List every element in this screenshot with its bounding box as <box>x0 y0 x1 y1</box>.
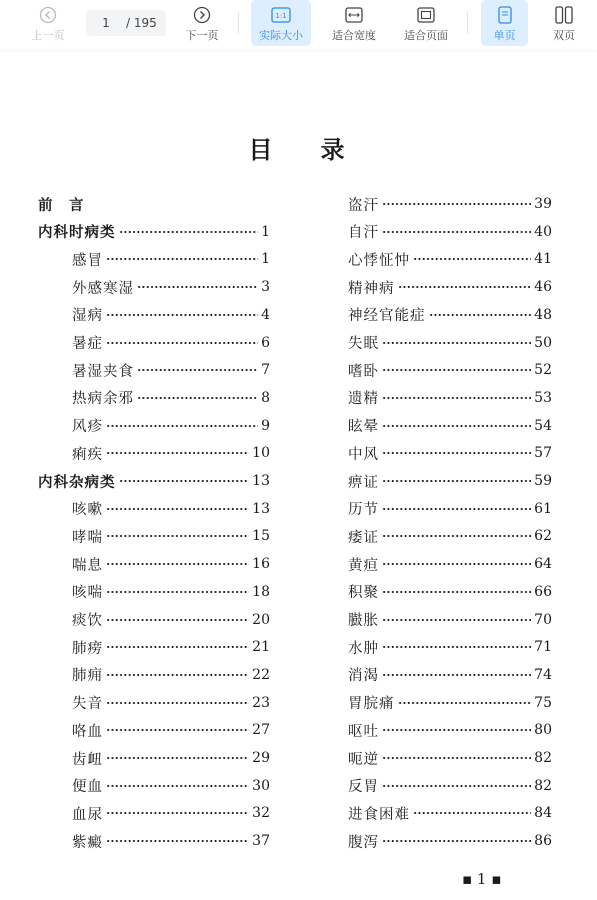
toc-entry-page: 16 <box>252 556 270 573</box>
toc-entry-page: 20 <box>252 611 270 628</box>
toc-leader-dots <box>106 508 249 510</box>
toc-entry-title: 外感寒湿 <box>72 280 134 297</box>
toolbar-divider <box>238 12 239 34</box>
toc-entry[interactable] <box>72 831 270 851</box>
toc-entry-page: 71 <box>534 639 552 656</box>
toc-entry-title: 肺痈 <box>72 668 103 685</box>
toc-entry-title: 便血 <box>72 779 103 796</box>
toc-entry-page: 23 <box>252 694 270 711</box>
toc-leader-dots <box>106 812 249 814</box>
toc-entry[interactable] <box>348 637 552 657</box>
toc-leader-dots <box>382 674 531 676</box>
toc-entry-title: 咳喘 <box>72 585 103 602</box>
toc-entry-page: 82 <box>534 777 552 794</box>
toc-entry-title: 反胃 <box>348 779 379 796</box>
fit-page-button[interactable] <box>396 0 456 46</box>
toc-entry-title: 痢疾 <box>72 446 103 463</box>
toc-entry-page: 82 <box>534 750 552 766</box>
toc-entry-page: 53 <box>534 389 552 406</box>
toc-leader-dots <box>119 231 259 233</box>
fit-width-label: 适合宽度 <box>332 29 376 42</box>
toc-entry[interactable] <box>72 665 270 685</box>
toc-entry-page: 21 <box>252 639 270 656</box>
toc-entry-page: 39 <box>534 196 552 212</box>
toc-leader-dots <box>106 258 258 260</box>
toc-entry-title: 水肿 <box>348 640 379 657</box>
toc-entry-title: 自汗 <box>348 225 379 242</box>
toc-entry-page: 75 <box>534 694 552 711</box>
toc-entry-page: 18 <box>252 583 270 600</box>
toc-entry[interactable] <box>72 720 270 740</box>
toc-leader-dots <box>106 535 249 537</box>
toc-entry-page: 6 <box>261 334 270 351</box>
toc-entry[interactable] <box>72 610 270 630</box>
next-page-button[interactable] <box>176 0 228 46</box>
toc-leader-dots <box>413 258 531 260</box>
toc-entry[interactable] <box>348 693 552 713</box>
toc-leader-dots <box>382 563 531 565</box>
toc-entry-title: 暑湿夹食 <box>72 363 134 380</box>
toc-entry-title: 胃脘痛 <box>348 696 395 713</box>
page-title: 目录 <box>248 135 393 164</box>
chevron-right-circle-icon <box>193 6 211 24</box>
toc-entry-title: 精神病 <box>348 280 395 297</box>
toc-leader-dots <box>137 286 258 288</box>
toc-entry-title: 失眠 <box>348 336 379 352</box>
page-footer-number: ▪ 1 ▪ <box>462 870 502 888</box>
toc-entry[interactable] <box>72 499 270 519</box>
toc-leader-dots <box>137 369 258 371</box>
toc-leader-dots <box>106 619 249 621</box>
toc-entry[interactable] <box>348 333 552 353</box>
toc-entry-title: 哮喘 <box>72 529 103 546</box>
toc-entry[interactable] <box>348 610 552 630</box>
toc-leader-dots <box>106 646 249 648</box>
toc-entry-page: 4 <box>261 306 270 323</box>
toc-leader-dots <box>429 314 532 316</box>
toc-leader-dots <box>119 480 250 482</box>
toc-entry[interactable] <box>72 637 270 657</box>
toc-leader-dots <box>382 619 531 621</box>
toolbar-divider-2 <box>467 12 468 34</box>
toc-entry[interactable] <box>72 803 270 823</box>
page-current-input[interactable]: 1 <box>102 16 110 30</box>
toc-entry[interactable] <box>348 831 552 851</box>
toc-entry-title: 暑症 <box>72 336 103 352</box>
toc-entry-title: 痰饮 <box>72 613 103 629</box>
toc-entry[interactable] <box>38 222 270 242</box>
toc-entry-title: 盗汗 <box>348 197 379 214</box>
toc-entry[interactable] <box>348 803 552 823</box>
toc-entry-page: 52 <box>534 362 552 379</box>
toc-entry-page: 37 <box>252 833 270 850</box>
toc-entry[interactable] <box>348 194 552 214</box>
toc-leader-dots <box>382 785 531 787</box>
toc-leader-dots <box>382 840 531 842</box>
actual-size-icon <box>271 6 291 24</box>
toc-leader-dots <box>382 397 531 399</box>
toc-entry[interactable] <box>38 471 270 491</box>
toc-entry-page: 64 <box>534 556 552 573</box>
toc-entry[interactable] <box>72 526 270 546</box>
fit-width-button[interactable] <box>324 0 384 46</box>
toc-entry[interactable] <box>72 249 270 269</box>
toc-leader-dots <box>106 314 258 316</box>
toc-leader-dots <box>398 702 532 704</box>
toc-entry-page: 27 <box>252 722 270 739</box>
toc-leader-dots <box>106 785 249 787</box>
fit-page-label: 适合页面 <box>404 29 448 42</box>
toc-entry-title: 痿证 <box>348 529 379 546</box>
single-page-button[interactable] <box>481 0 528 46</box>
toc-entry-title: 湿病 <box>72 308 103 325</box>
toc-entry[interactable] <box>72 582 270 602</box>
toc-entry-page: 1 <box>261 251 270 268</box>
toc-entry-page: 74 <box>534 666 552 683</box>
toc-entry-title: 咯血 <box>72 723 103 740</box>
toc-entry-page: 48 <box>534 306 552 323</box>
toc-entry[interactable] <box>72 333 270 353</box>
toc-entry-page: 13 <box>252 473 270 489</box>
toc-entry[interactable] <box>38 194 270 214</box>
toc-leader-dots <box>382 535 531 537</box>
double-page-label: 双页 <box>553 29 575 42</box>
toc-entry-title: 黄疸 <box>348 557 379 574</box>
toc-entry[interactable] <box>348 471 552 491</box>
chevron-left-circle-icon <box>39 6 57 24</box>
toc-leader-dots <box>137 397 258 399</box>
toc-entry-title: 腹泻 <box>348 834 379 851</box>
toc-entry[interactable] <box>72 305 270 325</box>
toc-entry-page: 86 <box>534 833 552 850</box>
toc-entry-title: 呕吐 <box>348 723 379 740</box>
toc-entry-title: 喘息 <box>72 557 103 574</box>
toc-leader-dots <box>382 231 531 233</box>
toc-entry[interactable] <box>72 776 270 796</box>
toc-leader-dots <box>106 702 249 704</box>
toc-leader-dots <box>382 452 531 454</box>
toc-entry[interactable] <box>72 416 270 436</box>
toc-leader-dots <box>106 840 249 842</box>
toc-entry-page: 40 <box>534 223 552 240</box>
toc-entry-page: 84 <box>534 805 552 822</box>
toc-entry-title: 风疹 <box>72 419 103 436</box>
toc-entry-title: 前 言 <box>38 196 85 214</box>
toc-entry-page: 13 <box>252 500 270 517</box>
toc-entry[interactable] <box>348 665 552 685</box>
toc-leader-dots <box>106 342 258 344</box>
toc-entry-page: 41 <box>534 251 552 268</box>
toc-entry[interactable] <box>348 388 552 408</box>
toc-entry[interactable] <box>348 499 552 519</box>
toc-leader-dots <box>382 508 531 510</box>
toc-leader-dots <box>382 425 531 427</box>
toc-entry-page: 10 <box>252 445 270 462</box>
toc-entry-page: 3 <box>261 279 270 296</box>
toc-entry-page: 54 <box>534 417 552 434</box>
toc-entry-title: 齿衄 <box>72 751 103 768</box>
toc-leader-dots <box>382 729 531 731</box>
actual-size-button[interactable] <box>251 0 311 46</box>
toc-entry-page: 7 <box>261 362 270 379</box>
toc-entry-title: 呃逆 <box>348 751 379 768</box>
toc-entry[interactable] <box>348 526 552 546</box>
toc-entry-page: 61 <box>534 500 552 517</box>
toc-entry-title: 血尿 <box>72 806 103 823</box>
toc-leader-dots <box>398 286 532 288</box>
toc-entry-title: 痹证 <box>348 474 379 491</box>
toc-entry-page: 57 <box>534 445 552 462</box>
viewer-toolbar <box>0 0 597 50</box>
toc-entry[interactable] <box>348 305 552 325</box>
toc-leader-dots <box>382 203 531 205</box>
fit-page-icon <box>417 6 435 24</box>
toc-entry-page: 15 <box>252 528 270 545</box>
toc-leader-dots <box>382 591 531 593</box>
toc-entry[interactable] <box>348 776 552 796</box>
toc-entry-title: 热病余邪 <box>72 391 134 408</box>
prev-page-button[interactable] <box>22 0 74 46</box>
toc-entry[interactable] <box>72 277 270 297</box>
toc-entry[interactable] <box>72 748 270 768</box>
single-page-label: 单页 <box>493 29 516 42</box>
toc-leader-dots <box>106 563 249 565</box>
toc-entry-title: 中风 <box>348 446 379 463</box>
toc-entry-title: 积聚 <box>348 585 379 602</box>
toc-entry-title: 咳嗽 <box>72 502 103 519</box>
toc-entry[interactable] <box>72 388 270 408</box>
page-total: / 195 <box>126 16 157 30</box>
toc-entry-title: 臌胀 <box>348 613 379 629</box>
toc-entry-title: 进食困难 <box>348 806 410 823</box>
toc-entry-title: 消渴 <box>348 668 379 685</box>
toc-leader-dots <box>106 591 249 593</box>
toc-entry-page: 50 <box>534 334 552 351</box>
toc-entry[interactable] <box>348 360 552 380</box>
toc-entry-title: 遗精 <box>348 391 379 408</box>
toc-entry-title: 肺痨 <box>72 640 103 657</box>
toc-entry[interactable] <box>72 693 270 713</box>
toc-leader-dots <box>382 646 531 648</box>
toc-entry-page: 29 <box>252 750 270 766</box>
toc-entry-title: 内科杂病类 <box>38 473 116 491</box>
toc-entry-title: 内科时病类 <box>38 224 116 242</box>
toc-leader-dots <box>413 812 531 814</box>
toc-entry-page: 1 <box>261 223 270 240</box>
toc-entry[interactable] <box>348 554 552 574</box>
toc-entry-title: 紫癜 <box>72 834 103 851</box>
toc-entry[interactable] <box>348 222 552 242</box>
actual-size-label: 实际大小 <box>259 29 303 42</box>
toc-entry[interactable] <box>348 748 552 768</box>
single-page-icon <box>498 6 512 24</box>
page-indicator[interactable] <box>86 10 166 36</box>
toc-entry[interactable] <box>348 416 552 436</box>
toc-entry-page: 59 <box>534 473 552 489</box>
toc-entry-title: 神经官能症 <box>348 308 426 325</box>
toc-entry-title: 眩晕 <box>348 419 379 436</box>
toc-leader-dots <box>382 342 531 344</box>
double-page-button[interactable] <box>542 0 586 46</box>
toc-entry-title: 感冒 <box>72 252 103 269</box>
toc-entry-page: 66 <box>534 583 552 600</box>
toc-entry[interactable] <box>72 360 270 380</box>
toc-entry[interactable] <box>348 582 552 602</box>
toc-leader-dots <box>106 674 249 676</box>
toc-leader-dots <box>106 729 249 731</box>
toc-entry-page: 80 <box>534 722 552 739</box>
toc-entry-page: 22 <box>252 666 270 683</box>
toc-leader-dots <box>106 425 258 427</box>
toc-entry-page: 62 <box>534 528 552 545</box>
toc-leader-dots <box>106 757 249 759</box>
toc-entry[interactable] <box>72 443 270 463</box>
toc-entry-page: 30 <box>252 777 270 794</box>
toc-entry-page: 70 <box>534 611 552 628</box>
toc-entry-page: 46 <box>534 279 552 296</box>
toc-entry-page: 9 <box>261 417 270 434</box>
toc-entry[interactable] <box>72 554 270 574</box>
toc-entry-page: 32 <box>252 805 270 822</box>
prev-page-label: 上一页 <box>31 29 65 42</box>
toc-entry[interactable] <box>348 443 552 463</box>
toc-entry[interactable] <box>348 249 552 269</box>
toc-entry[interactable] <box>348 277 552 297</box>
next-page-label: 下一页 <box>185 29 219 42</box>
fit-width-icon <box>345 6 363 24</box>
toc-entry-title: 心悸怔忡 <box>348 252 410 269</box>
toc-entry-title: 历节 <box>348 502 379 519</box>
toc-entry[interactable] <box>348 720 552 740</box>
double-page-icon <box>555 6 573 24</box>
toc-entry-title: 失音 <box>72 696 103 713</box>
toc-leader-dots <box>382 369 531 371</box>
toc-entry-page: 8 <box>261 389 270 406</box>
toc-leader-dots <box>106 452 249 454</box>
toc-leader-dots <box>382 757 531 759</box>
actual-size-icon-text: 1:1 <box>275 12 287 20</box>
toc-leader-dots <box>382 480 531 482</box>
toc-entry-title: 嗜卧 <box>348 363 379 380</box>
